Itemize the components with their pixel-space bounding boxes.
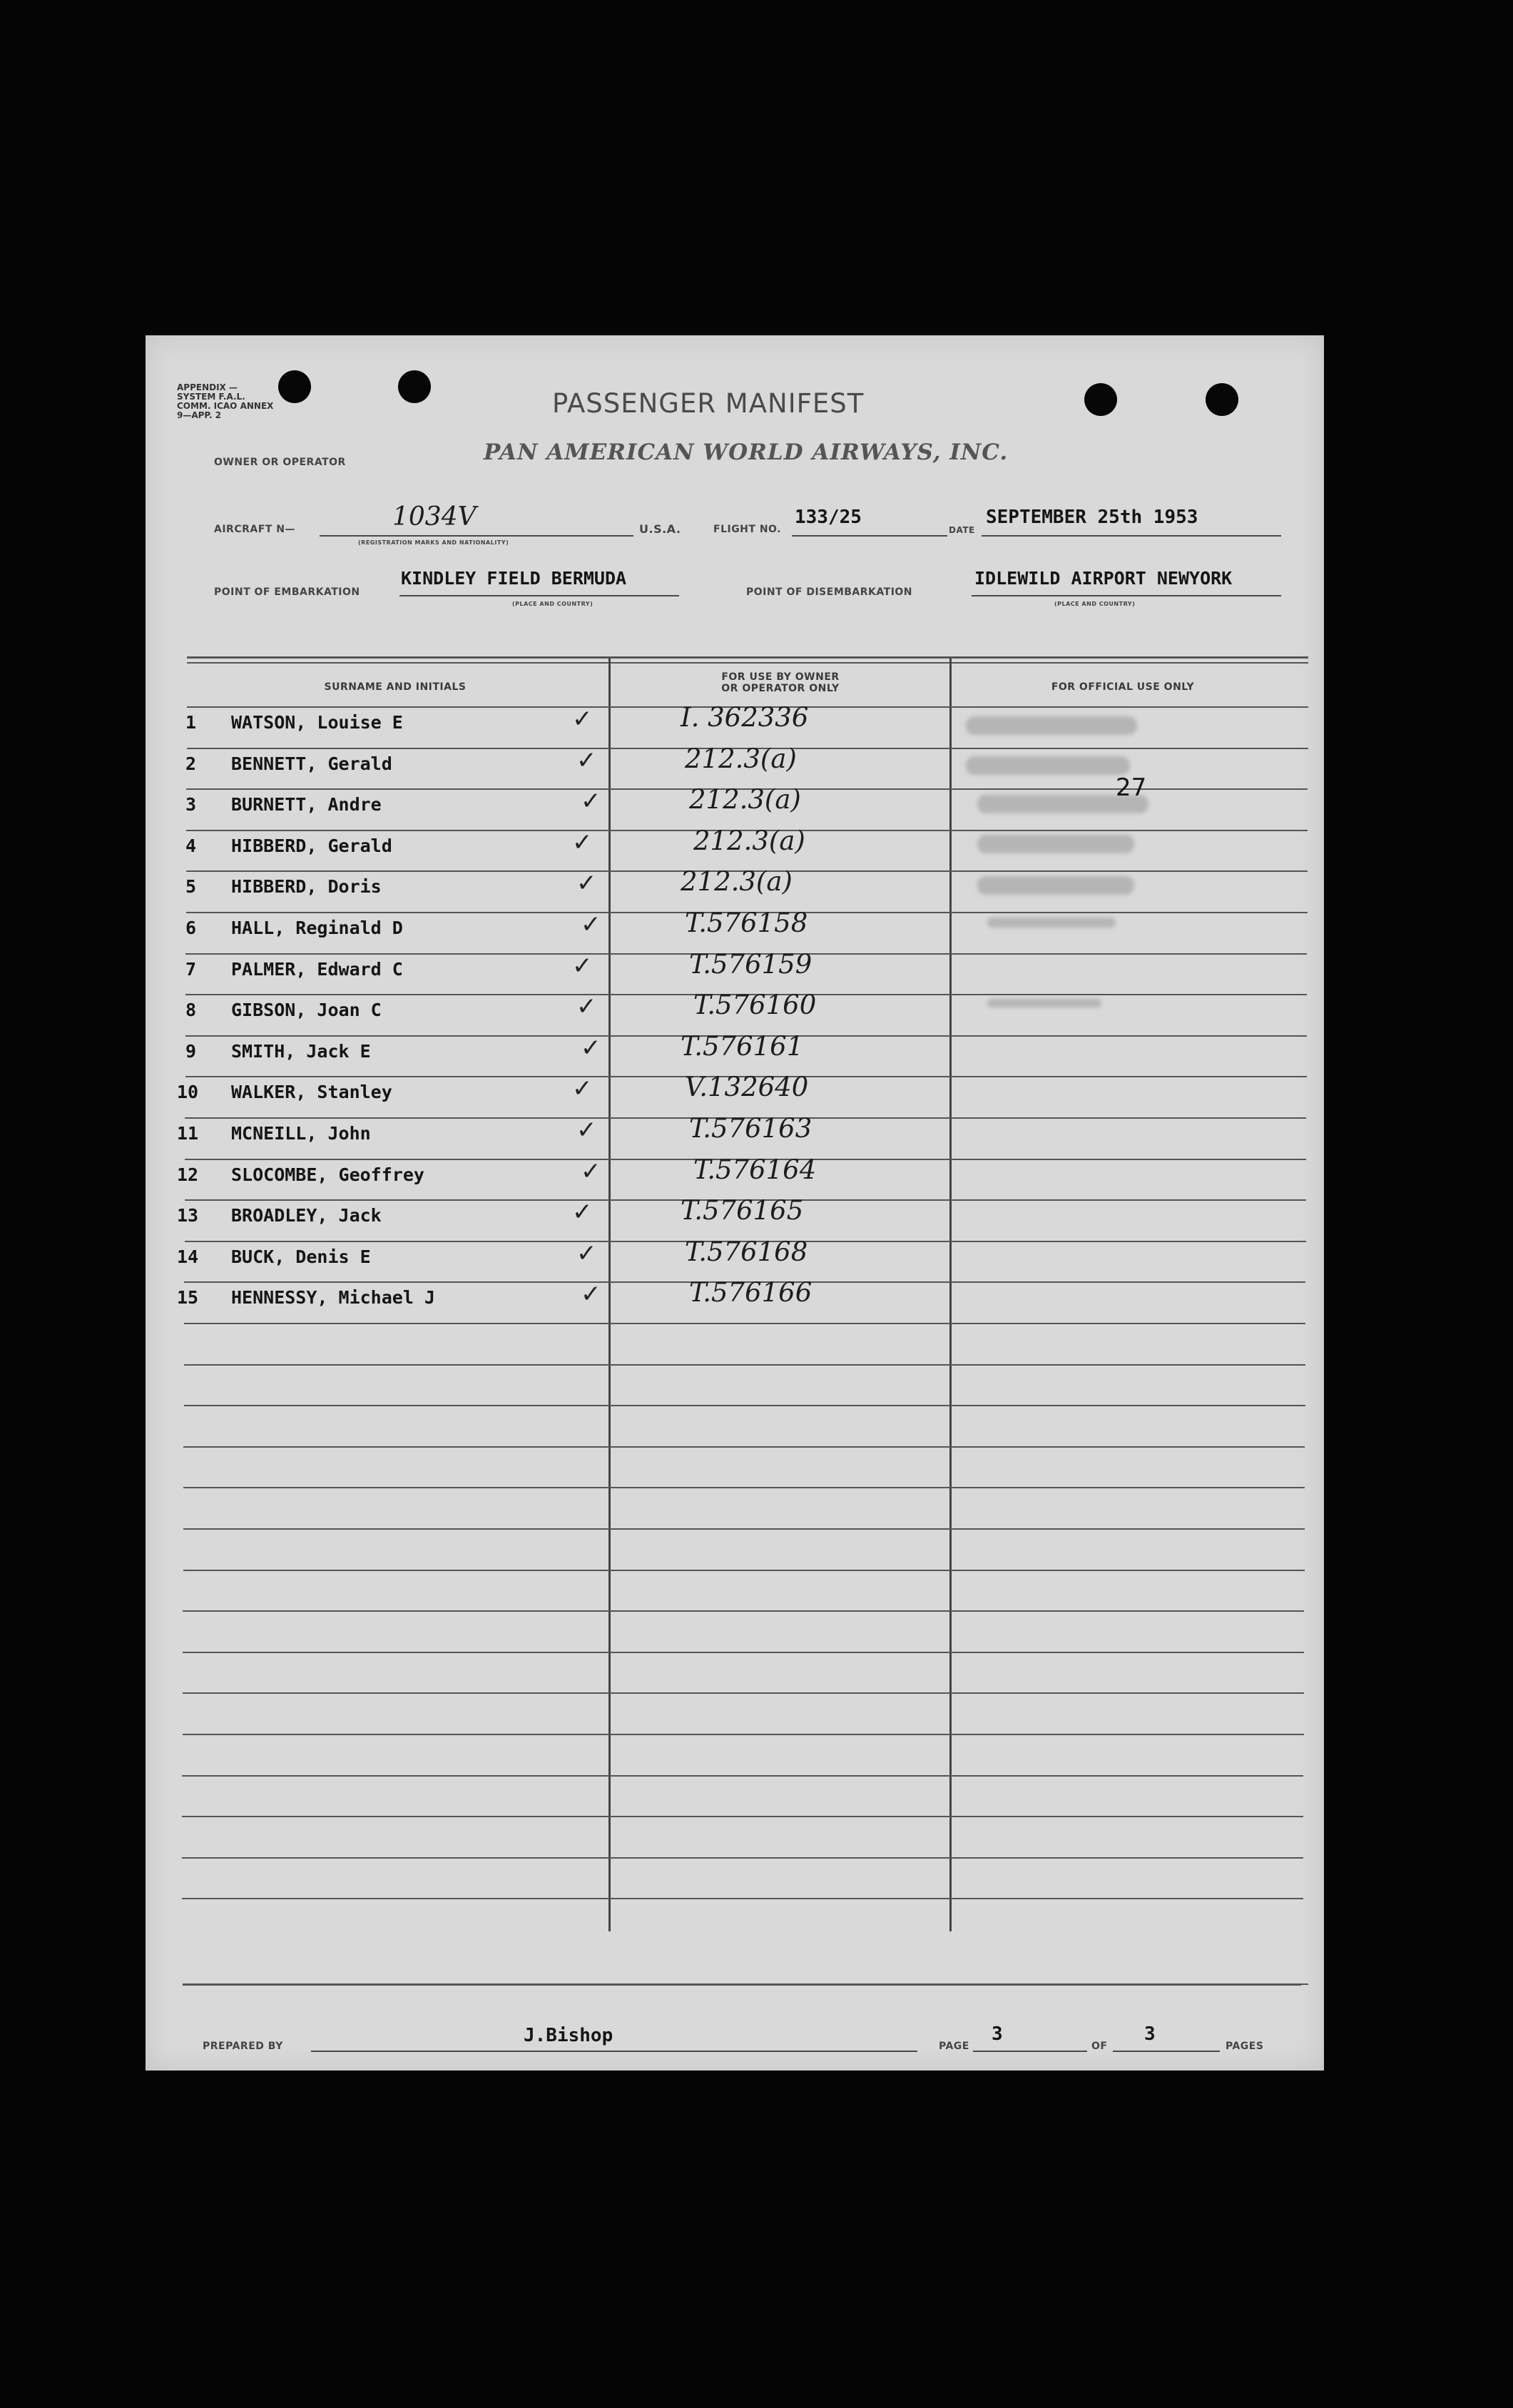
operator-code: T.576158: [685, 908, 808, 938]
table-top-rule: [187, 656, 1308, 659]
official-smudge: [966, 716, 1137, 735]
passenger-name: HENNESSY, Michael J: [231, 1287, 435, 1308]
of-underline: [1113, 2051, 1220, 2052]
page-value: 3: [992, 2023, 1003, 2045]
operator-code: T.576161: [681, 1031, 804, 1062]
prepared-label: PREPARED BY: [203, 2041, 283, 2052]
row-number: 3: [185, 794, 197, 815]
row-number: 14: [177, 1246, 199, 1267]
passenger-name: PALMER, Edward C: [231, 959, 403, 980]
row-number: 2: [185, 753, 197, 774]
operator-code: T.576164: [693, 1154, 817, 1185]
passenger-name: BURNETT, Andre: [231, 794, 382, 815]
passenger-name: BUCK, Denis E: [231, 1246, 371, 1267]
row-number: 15: [177, 1287, 199, 1308]
page-label: PAGE: [939, 2041, 969, 2052]
row-rule: [183, 1734, 1304, 1735]
row-rule: [182, 1775, 1303, 1777]
check-mark-icon: ✓: [572, 828, 593, 857]
passenger-name: WALKER, Stanley: [231, 1082, 392, 1102]
operator-code: 212.3(a): [689, 784, 801, 815]
passenger-name: MCNEILL, John: [231, 1123, 371, 1144]
prepared-underline: [311, 2051, 917, 2052]
disembarkation-underline: [972, 595, 1281, 596]
punch-hole: [278, 370, 311, 403]
check-mark-icon: ✓: [581, 1280, 601, 1309]
row-number: 1: [185, 712, 197, 733]
column-header-surname: SURNAME AND INITIALS: [324, 681, 467, 693]
column-header-owner-use-2: OR OPERATOR ONLY: [721, 683, 840, 694]
row-rule: [183, 1570, 1305, 1571]
operator-code: T.576163: [689, 1113, 812, 1144]
column-divider-1: [608, 658, 611, 1931]
operator-code: 212.3(a): [693, 825, 805, 856]
aircraft-label: AIRCRAFT N—: [214, 524, 295, 535]
official-smudge: [966, 756, 1130, 775]
row-rule: [183, 1692, 1304, 1694]
punch-hole: [398, 370, 431, 403]
operator-code: T.576166: [689, 1277, 812, 1308]
disembarkation-caption: (PLACE AND COUNTRY): [1054, 601, 1136, 607]
row-number: 9: [185, 1041, 197, 1062]
row-rule: [184, 1405, 1305, 1406]
check-mark-icon: ✓: [581, 1034, 601, 1062]
check-mark-icon: ✓: [581, 910, 601, 939]
row-number: 12: [177, 1164, 199, 1185]
operator-code: V.132640: [685, 1072, 809, 1102]
row-rule: [182, 1857, 1303, 1859]
of-value: 3: [1144, 2023, 1156, 2045]
row-rule: [183, 1446, 1305, 1448]
check-mark-icon: ✓: [576, 746, 597, 775]
row-rule: [183, 1487, 1305, 1488]
owner-label: OWNER OR OPERATOR: [214, 457, 346, 468]
row-rule: [183, 1528, 1305, 1530]
disembarkation-value: IDLEWILD AIRPORT NEWYORK: [974, 568, 1233, 589]
operator-code: T.576160: [693, 990, 817, 1020]
official-smudge: [977, 876, 1134, 895]
footer-rule: [187, 1983, 1308, 1985]
official-smudge: [977, 835, 1134, 853]
column-header-owner-use-1: FOR USE BY OWNER: [721, 671, 840, 683]
official-note: 27: [1116, 773, 1147, 802]
embarkation-value: KINDLEY FIELD BERMUDA: [401, 568, 627, 589]
flight-label: FLIGHT NO.: [713, 524, 781, 535]
pages-label: PAGES: [1226, 2041, 1264, 2052]
flight-value: 133/25: [795, 507, 862, 528]
row-rule: [184, 1323, 1305, 1324]
check-mark-icon: ✓: [572, 1075, 593, 1103]
operator-code: I. 362336: [681, 702, 809, 733]
operator-code: T.576168: [685, 1236, 808, 1267]
row-number: 8: [185, 1000, 197, 1020]
row-number: 7: [185, 959, 197, 980]
prepared-value: J.Bishop: [524, 2025, 613, 2046]
manifest-sheet: [146, 335, 1324, 2071]
table-top-rule-2: [187, 662, 1308, 664]
registration-caption: (REGISTRATION MARKS AND NATIONALITY): [358, 539, 509, 546]
row-rule: [183, 1610, 1304, 1612]
row-number: 5: [185, 876, 197, 897]
row-number: 10: [177, 1082, 199, 1102]
row-number: 6: [185, 918, 197, 938]
passenger-name: HALL, Reginald D: [231, 918, 403, 938]
column-header-official: FOR OFFICIAL USE ONLY: [1051, 681, 1195, 693]
aircraft-underline: [320, 535, 633, 537]
passenger-name: BENNETT, Gerald: [231, 753, 392, 774]
row-rule: [182, 1816, 1303, 1817]
aircraft-value: 1034V: [392, 502, 477, 532]
date-underline: [982, 535, 1281, 537]
row-number: 13: [177, 1205, 199, 1226]
punch-hole: [1084, 383, 1117, 416]
check-mark-icon: ✓: [572, 705, 593, 733]
check-mark-icon: ✓: [576, 992, 597, 1021]
form-reference: APPENDIX — SYSTEM F.A.L. COMM. ICAO ANNEX 9—APP. 2: [177, 382, 274, 420]
row-number: 11: [177, 1123, 199, 1144]
passenger-name: HIBBERD, Gerald: [231, 835, 392, 856]
punch-hole: [1206, 383, 1238, 416]
embarkation-caption: (PLACE AND COUNTRY): [512, 601, 594, 607]
check-mark-icon: ✓: [572, 952, 593, 980]
row-rule: [184, 1364, 1305, 1366]
official-smudge: [987, 918, 1116, 928]
check-mark-icon: ✓: [581, 1157, 601, 1186]
passenger-name: GIBSON, Joan C: [231, 1000, 382, 1020]
passenger-name: HIBBERD, Doris: [231, 876, 382, 897]
passenger-name: SMITH, Jack E: [231, 1041, 371, 1062]
owner-value: PAN AMERICAN WORLD AIRWAYS, INC.: [484, 440, 1009, 465]
flight-underline: [792, 535, 947, 537]
embarkation-underline: [399, 595, 679, 596]
operator-code: 212.3(a): [681, 866, 793, 897]
row-rule: [182, 1898, 1303, 1899]
operator-code: 212.3(a): [685, 743, 797, 774]
page-underline: [973, 2051, 1087, 2052]
passenger-name: SLOCOMBE, Geoffrey: [231, 1164, 424, 1185]
of-label: OF: [1091, 2041, 1108, 2052]
disembarkation-label: POINT OF DISEMBARKATION: [746, 586, 913, 598]
page-title: PASSENGER MANIFEST: [552, 388, 865, 419]
official-smudge: [987, 999, 1101, 1007]
date-label: DATE: [949, 525, 975, 535]
check-mark-icon: ✓: [581, 787, 601, 816]
row-number: 4: [185, 835, 197, 856]
date-value: SEPTEMBER 25th 1953: [986, 507, 1198, 528]
check-mark-icon: ✓: [576, 1239, 597, 1268]
passenger-name: WATSON, Louise E: [231, 712, 403, 733]
usa-label: U.S.A.: [639, 522, 681, 536]
passenger-name: BROADLEY, Jack: [231, 1205, 382, 1226]
check-mark-icon: ✓: [572, 1198, 593, 1226]
row-rule: [183, 1652, 1304, 1653]
operator-code: T.576165: [681, 1195, 804, 1226]
embarkation-label: POINT OF EMBARKATION: [214, 586, 360, 598]
column-divider-2: [949, 658, 952, 1931]
check-mark-icon: ✓: [576, 1116, 597, 1144]
operator-code: T.576159: [689, 949, 812, 980]
check-mark-icon: ✓: [576, 869, 597, 898]
